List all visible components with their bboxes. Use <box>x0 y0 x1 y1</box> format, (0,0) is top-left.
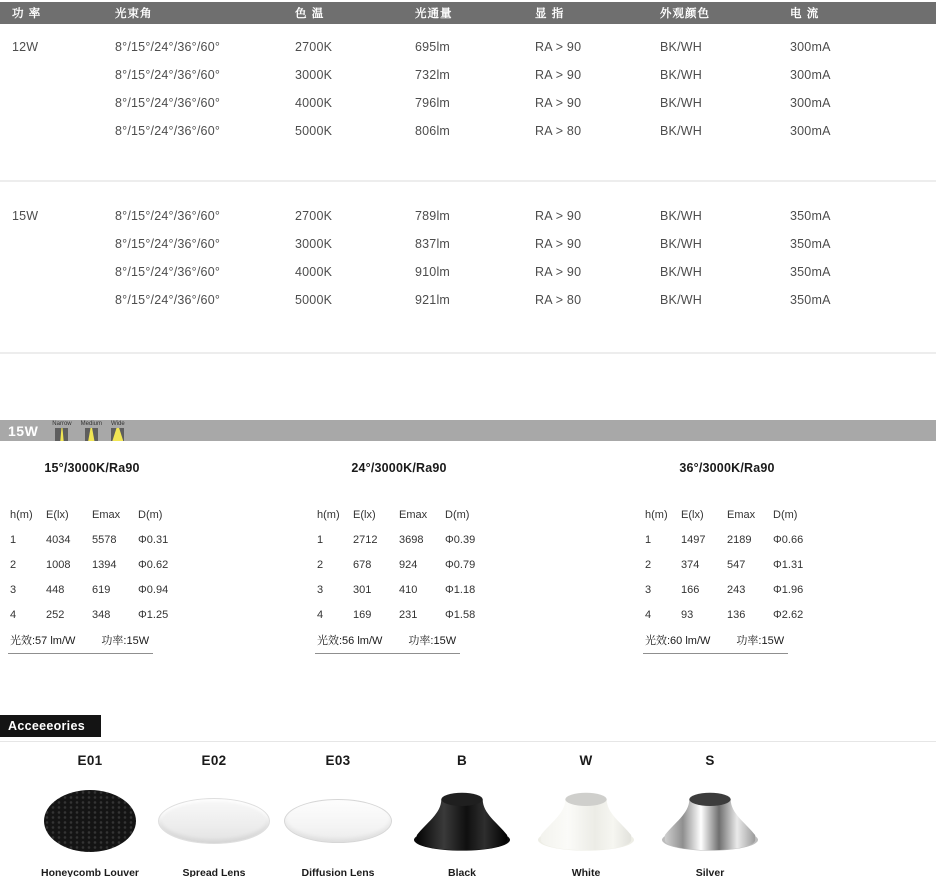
photometric-column-header: Emax <box>92 508 121 521</box>
emax-cell: 3698 <box>399 533 424 546</box>
efficacy-value: 光效:60 lm/W <box>645 635 711 647</box>
accessory-item <box>524 753 648 877</box>
spec-table-header <box>0 2 936 24</box>
cct-cell: 2700K <box>295 209 333 223</box>
accessory-code: E01 <box>77 753 103 768</box>
accessory-image-area <box>44 783 136 859</box>
emax-cell: 243 <box>727 583 746 596</box>
flux-cell: 806lm <box>415 124 451 138</box>
photometric-table-title: 24°/3000K/Ra90 <box>351 461 447 475</box>
illuminance-cell: 252 <box>46 608 65 621</box>
diameter-cell: Φ1.58 <box>445 608 476 621</box>
illuminance-cell: 166 <box>681 583 700 596</box>
diameter-cell: Φ0.66 <box>773 533 804 546</box>
accessory-code: S <box>705 753 715 768</box>
spec-group <box>0 33 936 145</box>
emax-cell: 136 <box>727 608 746 621</box>
spec-row <box>0 202 936 230</box>
efficacy-value: 光效:56 lm/W <box>317 635 383 647</box>
photometric-footer <box>8 632 153 654</box>
current-cell: 350mA <box>790 265 831 279</box>
beam-angle-cell: 8°/15°/24°/36°/60° <box>115 96 221 110</box>
emax-cell: 410 <box>399 583 418 596</box>
spec-row <box>0 117 936 145</box>
spec-group <box>0 202 936 314</box>
illuminance-cell: 169 <box>353 608 372 621</box>
black-reflector-image <box>410 789 514 853</box>
diameter-cell: Φ1.25 <box>138 608 169 621</box>
flux-cell: 910lm <box>415 265 451 279</box>
beam-icon-box <box>85 428 98 441</box>
accessory-image-area <box>410 783 514 859</box>
height-cell: 4 <box>317 608 324 621</box>
height-cell: 2 <box>645 558 652 571</box>
photometric-table <box>8 455 248 654</box>
group-separator <box>0 352 936 354</box>
spec-row <box>0 61 936 89</box>
emax-cell: 5578 <box>92 533 117 546</box>
accessories-divider <box>0 741 936 742</box>
illuminance-cell: 4034 <box>46 533 71 546</box>
accessory-caption: White <box>571 867 601 877</box>
current-cell: 300mA <box>790 40 831 54</box>
housing-color-cell: BK/WH <box>660 68 702 82</box>
accessory-code: B <box>456 753 468 768</box>
diameter-cell: Φ2.62 <box>773 608 804 621</box>
spec-row <box>0 33 936 61</box>
flux-cell: 789lm <box>415 209 451 223</box>
cct-cell: 4000K <box>295 96 333 110</box>
spec-column-header: 显 指 <box>535 8 565 20</box>
accessory-image-area <box>284 783 392 859</box>
current-cell: 300mA <box>790 96 831 110</box>
diameter-cell: Φ0.94 <box>138 583 169 596</box>
beam-shape <box>111 428 124 441</box>
emax-cell: 348 <box>92 608 111 621</box>
cri-cell: RA > 90 <box>535 265 582 279</box>
honeycomb-louver-image <box>44 790 136 852</box>
height-cell: 4 <box>10 608 17 621</box>
cri-cell: RA > 90 <box>535 96 582 110</box>
current-cell: 350mA <box>790 237 831 251</box>
height-cell: 3 <box>10 583 17 596</box>
beam-angle-cell: 8°/15°/24°/36°/60° <box>115 293 221 307</box>
narrow-beam-icon <box>52 421 71 441</box>
flux-cell: 732lm <box>415 68 451 82</box>
photometric-column-header: h(m) <box>10 508 33 521</box>
height-cell: 2 <box>317 558 324 571</box>
housing-color-cell: BK/WH <box>660 293 702 307</box>
cct-cell: 3000K <box>295 237 333 251</box>
photometric-footer <box>643 632 788 654</box>
illuminance-cell: 448 <box>46 583 65 596</box>
photometric-column-header: h(m) <box>645 508 668 521</box>
height-cell: 1 <box>645 533 652 546</box>
photometric-column-header: E(lx) <box>353 508 376 521</box>
accessory-item <box>400 753 524 877</box>
accessory-code: E02 <box>201 753 227 768</box>
beam-angle-cell: 8°/15°/24°/36°/60° <box>115 124 221 138</box>
photometric-table <box>315 455 555 654</box>
housing-color-cell: BK/WH <box>660 209 702 223</box>
illuminance-cell: 1497 <box>681 533 706 546</box>
accessory-caption: Black <box>447 867 477 877</box>
spec-column-header: 色 温 <box>295 8 325 20</box>
beam-icon-label: Wide <box>110 421 125 427</box>
current-cell: 300mA <box>790 68 831 82</box>
beam-icon-label: Medium <box>80 421 102 427</box>
emax-cell: 547 <box>727 558 746 571</box>
power-value: 功率:15W <box>101 635 150 647</box>
illuminance-cell: 1008 <box>46 558 71 571</box>
diameter-cell: Φ0.39 <box>445 533 476 546</box>
spec-row <box>0 258 936 286</box>
accessory-image-area <box>534 783 638 859</box>
power-value: 功率:15W <box>736 635 785 647</box>
accessory-item <box>276 753 400 877</box>
accessory-caption: Diffusion Lens <box>301 867 375 877</box>
beam-angle-cell: 8°/15°/24°/36°/60° <box>115 40 221 54</box>
spec-column-header: 光通量 <box>415 8 453 20</box>
photometric-column-header: E(lx) <box>46 508 69 521</box>
spec-column-header: 光束角 <box>115 8 153 20</box>
beam-shape <box>55 428 68 441</box>
accessory-item <box>152 753 276 877</box>
emax-cell: 2189 <box>727 533 752 546</box>
height-cell: 3 <box>645 583 652 596</box>
beam-angle-cell: 8°/15°/24°/36°/60° <box>115 237 221 251</box>
diameter-cell: Φ0.31 <box>138 533 169 546</box>
accessory-item <box>648 753 772 877</box>
silver-reflector-image <box>658 789 762 853</box>
photometric-column-header: D(m) <box>138 508 163 521</box>
accessory-caption: Silver <box>695 867 725 877</box>
photometric-table-title: 36°/3000K/Ra90 <box>679 461 775 475</box>
flux-cell: 796lm <box>415 96 451 110</box>
cri-cell: RA > 90 <box>535 209 582 223</box>
cri-cell: RA > 80 <box>535 124 582 138</box>
photometric-table <box>643 455 883 654</box>
height-cell: 1 <box>317 533 324 546</box>
beam-icon-box <box>111 428 124 441</box>
accessory-code: E03 <box>325 753 351 768</box>
photometric-grid <box>8 502 248 627</box>
cri-cell: RA > 90 <box>535 237 582 251</box>
power-cell: 15W <box>12 209 39 223</box>
current-cell: 350mA <box>790 293 831 307</box>
diameter-cell: Φ0.79 <box>445 558 476 571</box>
photometric-grid <box>315 502 555 627</box>
illuminance-cell: 374 <box>681 558 700 571</box>
illuminance-cell: 678 <box>353 558 372 571</box>
beam-shape <box>85 428 98 441</box>
accessory-caption: Spread Lens <box>182 867 246 877</box>
diameter-cell: Φ0.62 <box>138 558 169 571</box>
white-reflector-image <box>534 789 638 853</box>
emax-cell: 231 <box>399 608 418 621</box>
wide-beam-icon <box>111 421 125 441</box>
power-value: 功率:15W <box>408 635 457 647</box>
spread-lens-image <box>158 798 270 844</box>
housing-color-cell: BK/WH <box>660 40 702 54</box>
photometric-column-header: Emax <box>727 508 756 521</box>
cct-cell: 4000K <box>295 265 333 279</box>
beam-icon-label: Narrow <box>52 421 72 427</box>
beam-icons <box>52 420 124 441</box>
height-cell: 4 <box>645 608 652 621</box>
height-cell: 1 <box>10 533 17 546</box>
photometric-column-header: D(m) <box>773 508 798 521</box>
spec-column-header: 外观颜色 <box>660 8 710 20</box>
diameter-cell: Φ1.18 <box>445 583 476 596</box>
beam-angle-cell: 8°/15°/24°/36°/60° <box>115 209 221 223</box>
current-cell: 300mA <box>790 124 831 138</box>
cct-cell: 3000K <box>295 68 333 82</box>
flux-cell: 837lm <box>415 237 451 251</box>
spec-column-header: 功 率 <box>12 8 42 20</box>
illuminance-cell: 2712 <box>353 533 378 546</box>
spec-row <box>0 286 936 314</box>
housing-color-cell: BK/WH <box>660 265 702 279</box>
spec-row <box>0 230 936 258</box>
illuminance-cell: 93 <box>681 608 694 621</box>
accessory-image-area <box>158 783 270 859</box>
spec-row <box>0 89 936 117</box>
spec-column-header: 电 流 <box>790 8 820 20</box>
height-cell: 2 <box>10 558 17 571</box>
band-wattage-label: 15W <box>8 422 39 439</box>
photometric-column-header: h(m) <box>317 508 340 521</box>
photometric-footer <box>315 632 460 654</box>
cri-cell: RA > 90 <box>535 68 582 82</box>
cri-cell: RA > 90 <box>535 40 582 54</box>
illuminance-cell: 301 <box>353 583 372 596</box>
photometric-column-header: D(m) <box>445 508 470 521</box>
power-cell: 12W <box>12 40 39 54</box>
beam-icon-box <box>55 428 68 441</box>
diameter-cell: Φ1.96 <box>773 583 804 596</box>
flux-cell: 921lm <box>415 293 451 307</box>
current-cell: 350mA <box>790 209 831 223</box>
diffusion-lens-image <box>284 799 392 843</box>
accessory-caption: Honeycomb Louver <box>40 867 140 877</box>
beam-angle-cell: 8°/15°/24°/36°/60° <box>115 265 221 279</box>
beam-angle-cell: 8°/15°/24°/36°/60° <box>115 68 221 82</box>
efficacy-value: 光效:57 lm/W <box>10 635 76 647</box>
emax-cell: 1394 <box>92 558 117 571</box>
photometric-table-title: 15°/3000K/Ra90 <box>44 461 140 475</box>
height-cell: 3 <box>317 583 324 596</box>
emax-cell: 924 <box>399 558 418 571</box>
accessory-item <box>28 753 152 877</box>
group-separator <box>0 180 936 182</box>
cct-cell: 5000K <box>295 293 333 307</box>
cct-cell: 5000K <box>295 124 333 138</box>
accessories-grid <box>28 753 772 877</box>
cct-cell: 2700K <box>295 40 333 54</box>
cri-cell: RA > 80 <box>535 293 582 307</box>
photometric-grid <box>643 502 883 627</box>
accessory-code: W <box>579 753 593 768</box>
flux-cell: 695lm <box>415 40 451 54</box>
diameter-cell: Φ1.31 <box>773 558 804 571</box>
wattage-band <box>0 420 936 441</box>
accessories-title: Acceeeories <box>0 715 101 737</box>
housing-color-cell: BK/WH <box>660 124 702 138</box>
photometric-column-header: E(lx) <box>681 508 704 521</box>
housing-color-cell: BK/WH <box>660 96 702 110</box>
housing-color-cell: BK/WH <box>660 237 702 251</box>
emax-cell: 619 <box>92 583 111 596</box>
accessory-image-area <box>658 783 762 859</box>
photometric-column-header: Emax <box>399 508 428 521</box>
medium-beam-icon <box>81 421 102 441</box>
